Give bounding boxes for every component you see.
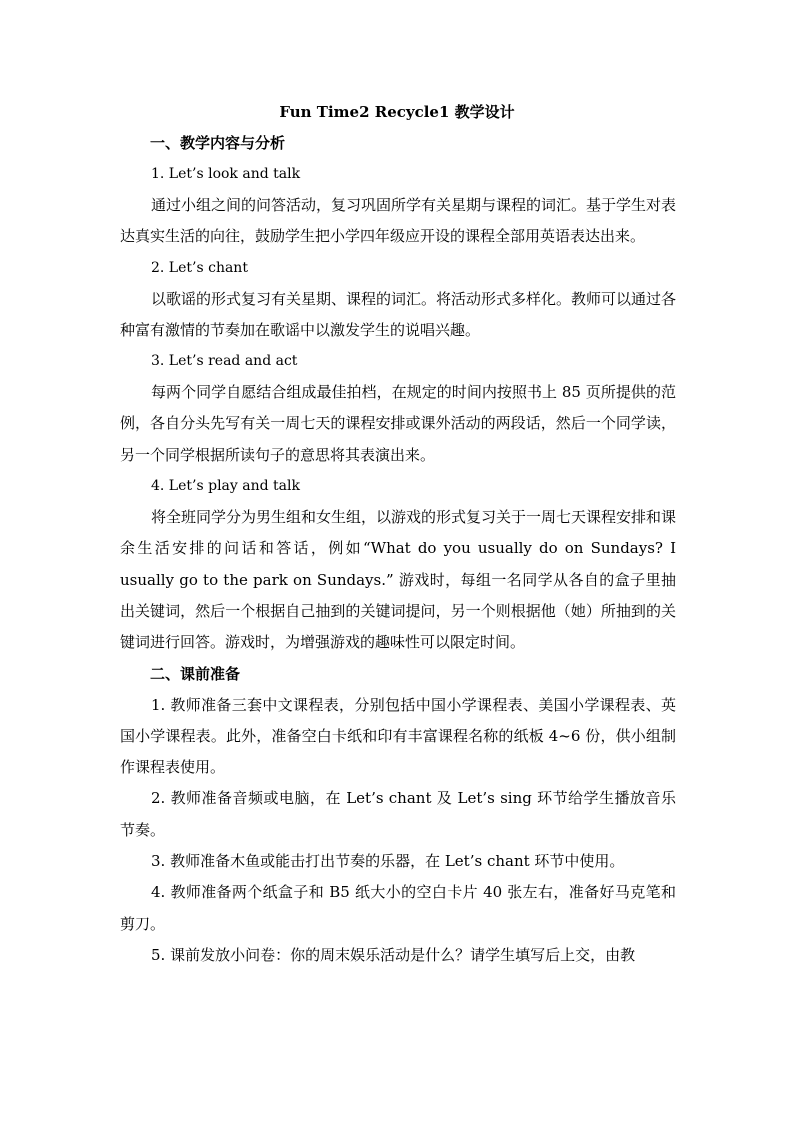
subheading-lets-chant: 2. Let’s chant [151, 259, 248, 276]
document-body [120, 128, 676, 971]
prep-item-2: 2. 教师准备音频或电脑，在 Let’s chant 及 Let’s sing 环节给学生播放音乐节奏。 [120, 789, 676, 839]
subheading-lets-read-and-act: 3. Let’s read and act [151, 353, 298, 370]
prep-item-5: 5. 课前发放小问卷：你的周末娱乐活动是什么？请学生填写后上交，由教 [151, 945, 636, 964]
subheading-lets-play-and-talk: 4. Let’s play and talk [151, 478, 300, 495]
paragraph-lets-read-and-act: 每两个同学自愿结合组成最佳拍档，在规定的时间内按照书上 85 页所提供的范例，各自分头先写有关一周七天的课程安排或课外活动的两段话，然后一个同学读，另一个同学根据所读句子的意思将其表演出来。 [120, 383, 676, 464]
document-title: Fun Time2 Recycle1 教学设计 [279, 103, 515, 121]
paragraph-lets-chant: 以歌谣的形式复习有关星期、课程的词汇。将活动形式多样化。教师可以通过各种富有激情的节奏加在歌谣中以激发学生的说唱兴趣。 [120, 289, 677, 339]
section-heading-content-analysis: 一、教学内容与分析 [150, 134, 286, 152]
prep-item-1: 1. 教师准备三套中文课程表，分别包括中国小学课程表、美国小学课程表、英国小学课程表。此外，准备空白卡纸和印有丰富课程名称的纸板 4~6 份，供小组制作课程表使用。 [120, 695, 676, 777]
subheading-lets-look-and-talk: 1. Let’s look and talk [151, 166, 301, 182]
section-heading-preparation: 二、课前准备 [150, 664, 241, 683]
prep-item-3: 3. 教师准备木鱼或能击打出节奏的乐器，在 Let’s chant 环节中使用。 [151, 852, 625, 871]
paragraph-lets-look-and-talk: 通过小组之间的问答活动，复习巩固所学有关星期与课程的词汇。基于学生对表达真实生活的向往，鼓励学生把小学四年级应开设的课程全部用英语表达出来。 [120, 196, 677, 246]
paragraph-lets-play-and-talk: 将全班同学分为男生组和女生组，以游戏的形式复习关于一周七天课程安排和课余生活安排的问话和答话，例如“What do you usually do on Sundays? I usually go to the park on Sundays.” 游戏时，每组一名同学从各自的盒子里抽出关键词，然后一个根据自己抽到的关键词提问，另一个则根据他（她）所抽到的关键词进行回答。游戏时，为增强游戏的趣味性可以限定时间。 [120, 508, 677, 652]
prep-item-4: 4. 教师准备两个纸盒子和 B5 纸大小的空白卡片 40 张左右，准备好马克笔和剪刀。 [120, 883, 676, 933]
